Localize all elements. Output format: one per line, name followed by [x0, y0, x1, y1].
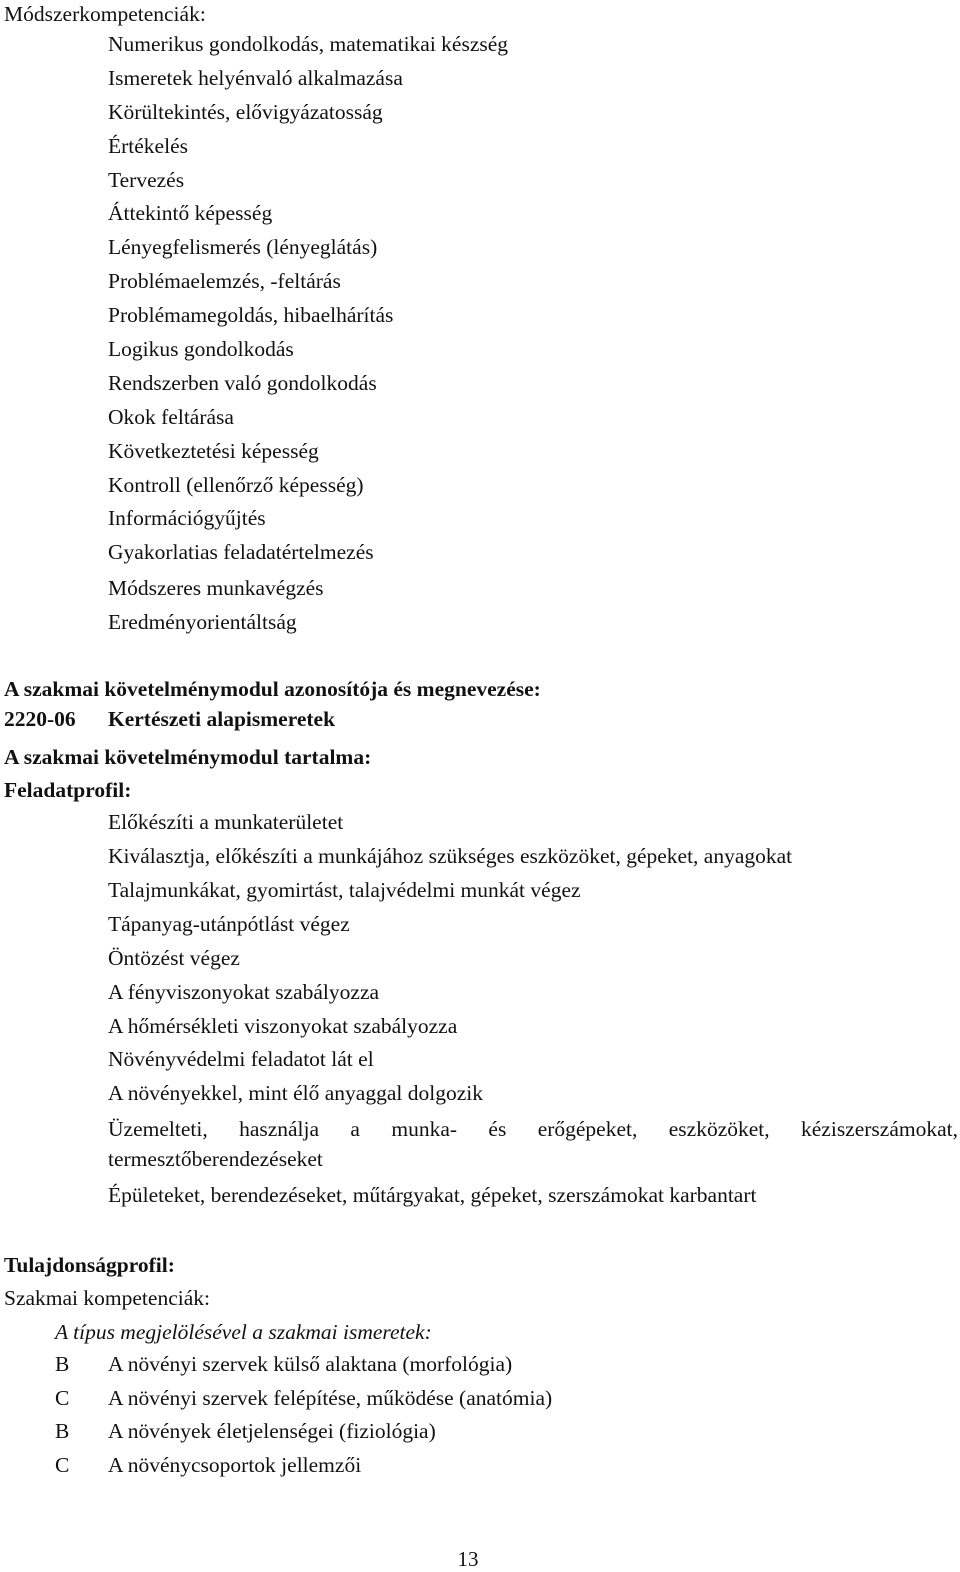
method-item: Tervezés — [108, 168, 185, 192]
task-item: Talajmunkákat, gyomirtást, talajvédelmi munkát végez — [108, 878, 581, 902]
method-item: Okok feltárása — [108, 405, 234, 429]
method-item: Eredményorientáltság — [108, 610, 297, 634]
professional-competencies-heading: Szakmai kompetenciák: — [4, 1286, 210, 1310]
module-content-heading: A szakmai követelménymodul tartalma: — [4, 745, 372, 769]
method-item: Gyakorlatias feladatértelmezés — [108, 540, 374, 564]
task-item: A hőmérsékleti viszonyokat szabályozza — [108, 1014, 458, 1038]
task-item: Tápanyag-utánpótlást végez — [108, 912, 350, 936]
method-item: Értékelés — [108, 134, 188, 158]
method-item: Lényegfelismerés (lényeglátás) — [108, 235, 378, 259]
task-item: Kiválasztja, előkészíti a munkájához szükséges eszközöket, gépeket, anyagokat — [108, 844, 793, 868]
knowledge-item: A növényi szervek felépítése, működése (anatómia) — [108, 1386, 553, 1410]
task-profile-heading: Feladatprofil: — [4, 778, 132, 802]
method-item: Körültekintés, elővigyázatosság — [108, 100, 383, 124]
knowledge-item: A növények életjelenségei (fiziológia) — [108, 1419, 436, 1443]
task-item: A fényviszonyokat szabályozza — [108, 980, 380, 1004]
knowledge-type: C — [55, 1453, 70, 1477]
method-item: Rendszerben való gondolkodás — [108, 371, 377, 395]
method-item: Ismeretek helyénvaló alkalmazása — [108, 66, 403, 90]
task-item: Növényvédelmi feladatot lát el — [108, 1047, 374, 1071]
module-id-heading: A szakmai követelménymodul azonosítója és megnevezése: — [4, 677, 541, 701]
task-item: Épületeket, berendezéseket, műtárgyakat, gépeket, szerszámokat karbantart — [108, 1183, 757, 1207]
method-item: Problémaelemzés, -feltárás — [108, 269, 341, 293]
method-competencies-heading: Módszerkompetenciák: — [4, 2, 206, 26]
method-item: Numerikus gondolkodás, matematikai készség — [108, 32, 509, 56]
knowledge-item: A növénycsoportok jellemzői — [108, 1453, 362, 1477]
knowledge-type: C — [55, 1386, 70, 1410]
module-code: 2220-06 — [4, 707, 76, 731]
task-item: Előkészíti a munkaterületet — [108, 810, 344, 834]
method-item: Logikus gondolkodás — [108, 337, 294, 361]
task-item-long-line2: termesztőberendezéseket — [108, 1147, 323, 1171]
method-item: Módszeres munkavégzés — [108, 576, 324, 600]
task-item: Öntözést végez — [108, 946, 240, 970]
knowledge-type: B — [55, 1419, 70, 1443]
page-number: 13 — [457, 1547, 479, 1571]
task-item: A növényekkel, mint élő anyaggal dolgozik — [108, 1081, 483, 1105]
module-name: Kertészeti alapismeretek — [108, 707, 336, 731]
method-item: Problémamegoldás, hibaelhárítás — [108, 303, 394, 327]
task-item-long-line1: Üzemelteti, használja a munka- és erőgépeket, eszközöket, kéziszerszámokat, — [108, 1117, 958, 1141]
method-item: Kontroll (ellenőrző képesség) — [108, 473, 364, 497]
knowledge-item: A növényi szervek külső alaktana (morfológia) — [108, 1352, 513, 1376]
method-item: Következtetési képesség — [108, 439, 319, 463]
method-item: Információgyűjtés — [108, 506, 266, 530]
method-item: Áttekintő képesség — [108, 201, 273, 225]
type-note: A típus megjelölésével a szakmai ismeretek: — [55, 1320, 432, 1344]
property-profile-heading: Tulajdonságprofil: — [4, 1253, 175, 1277]
knowledge-type: B — [55, 1352, 70, 1376]
